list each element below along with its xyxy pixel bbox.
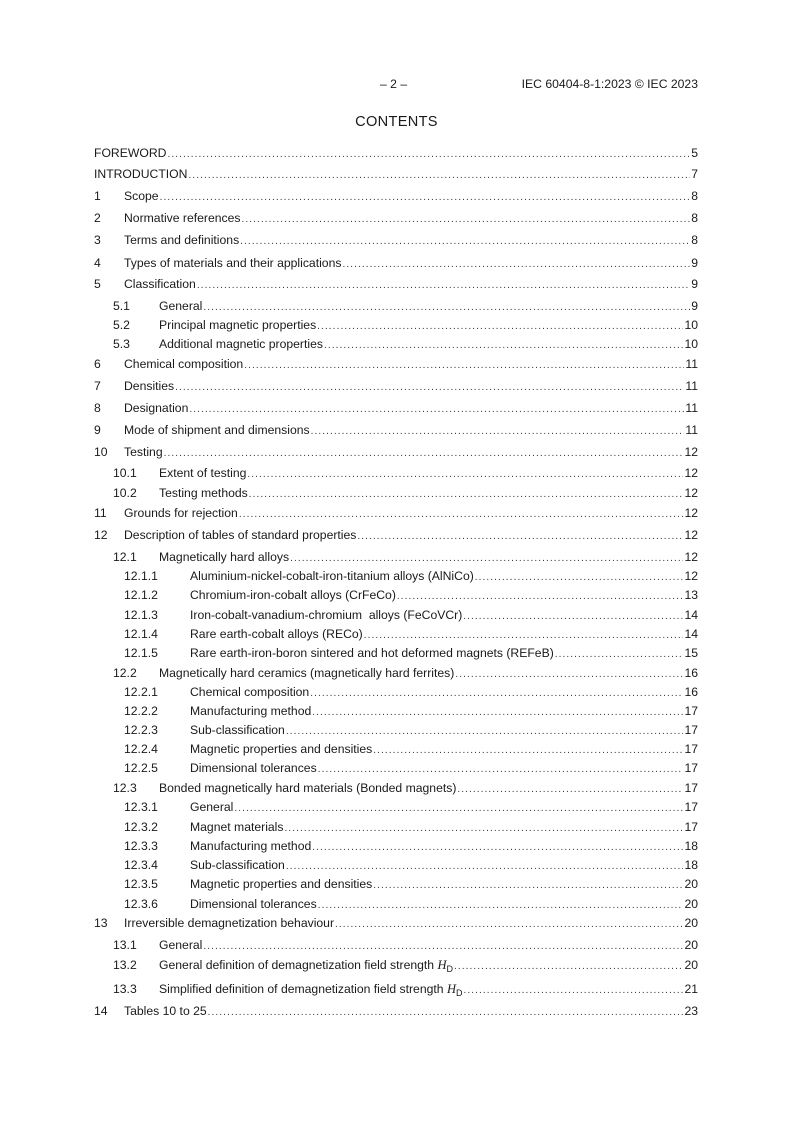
dot-leader <box>455 669 683 680</box>
dot-leader <box>234 803 683 814</box>
toc-entry-page: 10 <box>684 318 698 332</box>
dot-leader <box>373 880 683 891</box>
math-symbol: H <box>446 982 456 996</box>
toc-entry[interactable] <box>94 189 698 205</box>
toc-entry-label: Terms and definitions <box>124 233 240 247</box>
toc-entry-number: 12.3 <box>113 781 137 795</box>
toc-entry-page: 12 <box>684 466 698 480</box>
toc-entry[interactable] <box>94 528 698 544</box>
toc-entry[interactable] <box>94 938 698 954</box>
toc-entry-label: Principal magnetic properties <box>159 318 317 332</box>
dot-leader <box>247 469 683 480</box>
toc-entry[interactable] <box>94 550 698 566</box>
toc-entry-number: 1 <box>94 189 101 203</box>
toc-entry[interactable] <box>94 211 698 227</box>
toc-entry-label: Iron-cobalt-vanadium-chromium alloys (FeCoVCr) <box>190 608 463 622</box>
toc-entry-label: Rare earth-iron-boron sintered and hot deformed magnets (REFeB) <box>190 646 554 660</box>
dot-leader <box>463 985 683 996</box>
toc-entry-label: Magnetic properties and densities <box>190 742 373 756</box>
toc-entry-number: 5.2 <box>113 318 130 332</box>
toc-entry-label: General <box>190 800 234 814</box>
dot-leader <box>160 192 691 203</box>
toc-entry-number: 13.2 <box>113 958 137 972</box>
toc-entry-label: Chemical composition <box>190 685 310 699</box>
dot-leader <box>311 426 685 437</box>
toc-entry-number: 12.1.2 <box>124 588 158 602</box>
toc-entry[interactable] <box>94 761 698 777</box>
dot-leader <box>463 611 683 622</box>
toc-entry-page: 11 <box>685 379 698 393</box>
toc-entry-number: 6 <box>94 357 101 371</box>
dot-leader <box>317 321 683 332</box>
dot-leader <box>249 489 684 500</box>
toc-entry-label: Bonded magnetically hard materials (Bonded magnets) <box>159 781 457 795</box>
toc-entry-label: General <box>159 938 203 952</box>
toc-entry[interactable] <box>94 445 698 461</box>
toc-entry-page: 23 <box>684 1004 698 1018</box>
toc-entry-number: 9 <box>94 423 101 437</box>
toc-entry-number: 13 <box>94 916 108 930</box>
toc-entry[interactable] <box>94 704 698 720</box>
dot-leader <box>167 149 690 160</box>
dot-leader <box>312 842 683 853</box>
toc-entry-page: 15 <box>684 646 698 660</box>
toc-entry-label: Normative references <box>124 211 241 225</box>
toc-entry[interactable] <box>94 666 698 682</box>
toc-entry-number: 3 <box>94 233 101 247</box>
toc-entry[interactable] <box>94 897 698 913</box>
toc-entry-number: 13.1 <box>113 938 137 952</box>
toc-entry-number: 4 <box>94 256 101 270</box>
toc-entry-label: Magnet materials <box>190 820 284 834</box>
dot-leader <box>244 360 684 371</box>
toc-entry[interactable] <box>94 318 698 334</box>
dot-leader <box>342 259 690 270</box>
toc-entry-page: 12 <box>684 569 698 583</box>
toc-entry-number: 7 <box>94 379 101 393</box>
dot-leader <box>318 900 684 911</box>
toc-entry-label: Dimensional tolerances <box>190 761 317 775</box>
toc-entry-page: 12 <box>684 506 698 520</box>
toc-entry-number: 12.2.5 <box>124 761 158 775</box>
toc-entry-label: Irreversible demagnetization behaviour <box>124 916 335 930</box>
toc-entry-label: Extent of testing <box>159 466 247 480</box>
toc-entry-number: 12.3.6 <box>124 897 158 911</box>
document-reference: IEC 60404-8-1:2023 © IEC 2023 <box>521 77 698 91</box>
toc-entry-number: 8 <box>94 401 101 415</box>
toc-entry-number: 10.2 <box>113 486 137 500</box>
toc-entry-label: Chemical composition <box>124 357 244 371</box>
toc-entry-label: General <box>159 299 203 313</box>
dot-leader <box>164 448 684 459</box>
toc-entry-page: 12 <box>684 528 698 542</box>
toc-entry-label: FOREWORD <box>94 146 167 160</box>
toc-entry-page: 5 <box>691 146 698 160</box>
toc-entry[interactable] <box>94 982 698 998</box>
dot-leader <box>286 726 684 737</box>
dot-leader <box>203 302 690 313</box>
toc-entry-label: Chromium-iron-cobalt alloys (CrFeCo) <box>190 588 396 602</box>
toc-entry-label: Aluminium-nickel-cobalt-iron-titanium alloys (AlNiCo) <box>190 569 474 583</box>
dot-leader <box>555 649 684 660</box>
toc-entry[interactable] <box>94 277 698 293</box>
toc-entry[interactable] <box>94 337 698 353</box>
toc-entry-page: 17 <box>684 704 698 718</box>
toc-entry[interactable] <box>94 506 698 522</box>
toc-entry-page: 17 <box>684 781 698 795</box>
dot-leader <box>290 553 683 564</box>
dot-leader <box>335 919 683 930</box>
dot-leader <box>175 382 684 393</box>
toc-entry-number: 12.1.4 <box>124 627 158 641</box>
toc-entry-page: 12 <box>684 486 698 500</box>
dot-leader <box>310 688 683 699</box>
toc-entry-label: Testing <box>124 445 163 459</box>
toc-entry-page: 18 <box>684 839 698 853</box>
toc-entry[interactable] <box>94 800 698 816</box>
toc-entry-label: Magnetically hard ceramics (magnetically hard ferrites) <box>159 666 455 680</box>
toc-entry-page: 20 <box>684 916 698 930</box>
dot-leader <box>457 784 683 795</box>
toc-entry-page: 17 <box>684 723 698 737</box>
toc-entry-page: 20 <box>684 938 698 952</box>
dot-leader <box>189 404 684 415</box>
toc-entry-label: Rare earth-cobalt alloys (RECo) <box>190 627 363 641</box>
dot-leader <box>203 941 683 952</box>
toc-entry[interactable] <box>94 588 698 604</box>
toc-entry-label: Testing methods <box>159 486 248 500</box>
toc-entry-page: 20 <box>684 958 698 972</box>
toc-entry-label: Dimensional tolerances <box>190 897 317 911</box>
toc-entry-label: Tables 10 to 25 <box>124 1004 207 1018</box>
toc-entry-page: 9 <box>691 299 698 313</box>
toc-entry[interactable] <box>94 486 698 502</box>
toc-entry[interactable] <box>94 723 698 739</box>
toc-entry-number: 12.1.1 <box>124 569 158 583</box>
toc-entry-label: Scope <box>124 189 159 203</box>
dot-leader <box>364 630 684 641</box>
toc-entry-number: 10 <box>94 445 108 459</box>
toc-entry-label: Magnetic properties and densities <box>190 877 373 891</box>
toc-entry-number: 12.2 <box>113 666 137 680</box>
toc-entry[interactable] <box>94 820 698 836</box>
toc-entry-number: 12.3.1 <box>124 800 158 814</box>
toc-entry-page: 11 <box>685 401 698 415</box>
dot-leader <box>312 707 683 718</box>
dot-leader <box>373 745 683 756</box>
toc-entry-page: 17 <box>684 800 698 814</box>
toc-entry[interactable] <box>94 1004 698 1020</box>
toc-entry[interactable] <box>94 569 698 585</box>
toc-entry-label: Densities <box>124 379 175 393</box>
toc-entry-page: 9 <box>691 277 698 291</box>
toc-entry[interactable] <box>94 877 698 893</box>
toc-entry-page: 17 <box>684 820 698 834</box>
toc-entry-label: Mode of shipment and dimensions <box>124 423 310 437</box>
toc-entry-page: 14 <box>684 627 698 641</box>
toc-entry-number: 12.1 <box>113 550 137 564</box>
toc-entry[interactable] <box>94 357 698 373</box>
math-subscript: D <box>446 964 453 974</box>
toc-entry-number: 12.3.5 <box>124 877 158 891</box>
toc-entry[interactable] <box>94 379 698 395</box>
toc-entry-label: Sub-classification <box>190 858 285 872</box>
toc-entry-number: 12.3.2 <box>124 820 158 834</box>
toc-entry-page: 12 <box>684 445 698 459</box>
toc-entry-page: 11 <box>685 357 698 371</box>
toc-entry[interactable] <box>94 608 698 624</box>
toc-entry[interactable] <box>94 958 698 974</box>
toc-entry-page: 17 <box>684 761 698 775</box>
toc-entry-number: 13.3 <box>113 982 137 996</box>
toc-entry-page: 11 <box>685 423 698 437</box>
toc-entry-page: 16 <box>684 666 698 680</box>
toc-entry-page: 8 <box>691 189 698 203</box>
dot-leader <box>240 236 690 247</box>
toc-entry-label: Additional magnetic properties <box>159 337 323 351</box>
page-number: – 2 – <box>380 77 408 91</box>
dot-leader <box>318 764 684 775</box>
toc-entry[interactable] <box>94 858 698 874</box>
toc-entry-label: General definition of demagnetization field strength $H_D$ <box>159 958 453 974</box>
toc-entry-number: 12.2.3 <box>124 723 158 737</box>
math-subscript: D <box>455 988 463 998</box>
toc-entry[interactable] <box>94 839 698 855</box>
toc-entry-number: 12.3.3 <box>124 839 158 853</box>
toc-entry-page: 14 <box>684 608 698 622</box>
toc-entry-number: 12.2.2 <box>124 704 158 718</box>
toc-entry[interactable] <box>94 627 698 643</box>
dot-leader <box>284 823 683 834</box>
toc-entry-number: 12 <box>94 528 108 542</box>
dot-leader <box>286 861 684 872</box>
toc-entry-label: Magnetically hard alloys <box>159 550 290 564</box>
toc-entry-page: 16 <box>684 685 698 699</box>
dot-leader <box>208 1007 684 1018</box>
toc-entry-page: 18 <box>684 858 698 872</box>
toc-entry-label: Grounds for rejection <box>124 506 238 520</box>
toc-entry-label: Description of tables of standard properties <box>124 528 357 542</box>
math-symbol: H <box>437 958 447 972</box>
dot-leader <box>454 961 683 972</box>
toc-entry[interactable] <box>94 646 698 662</box>
toc-entry-introduction[interactable] <box>94 167 698 183</box>
toc-entry-number: 12.2.1 <box>124 685 158 699</box>
toc-entry-label: Manufacturing method <box>190 704 312 718</box>
toc-entry-page: 20 <box>684 897 698 911</box>
toc-entry-number: 10.1 <box>113 466 137 480</box>
dot-leader <box>197 280 690 291</box>
toc-entry-page: 20 <box>684 877 698 891</box>
toc-entry[interactable] <box>94 916 698 932</box>
dot-leader <box>242 214 691 225</box>
toc-entry-number: 2 <box>94 211 101 225</box>
toc-entry-page: 7 <box>691 167 698 181</box>
toc-entry-number: 14 <box>94 1004 108 1018</box>
dot-leader <box>239 509 684 520</box>
toc-entry-number: 12.1.5 <box>124 646 158 660</box>
toc-entry[interactable] <box>94 742 698 758</box>
dot-leader <box>324 340 683 351</box>
toc-entry-number: 5 <box>94 277 101 291</box>
toc-entry-label: Types of materials and their applications <box>124 256 342 270</box>
toc-entry-label: Simplified definition of demagnetization field strength $H_D$ <box>159 982 463 998</box>
page-title: CONTENTS <box>355 114 438 130</box>
dot-leader <box>475 572 684 583</box>
toc-entry-number: 11 <box>94 506 107 520</box>
toc-entry-page: 12 <box>684 550 698 564</box>
toc-entry[interactable] <box>94 423 698 439</box>
toc-entry-page: 8 <box>691 211 698 225</box>
toc-entry[interactable] <box>94 685 698 701</box>
dot-leader <box>188 170 690 181</box>
toc-entry[interactable] <box>94 233 698 249</box>
toc-entry[interactable] <box>94 466 698 482</box>
toc-entry-number: 12.2.4 <box>124 742 158 756</box>
dot-leader <box>357 531 683 542</box>
toc-entry[interactable] <box>94 401 698 417</box>
toc-entry-label: Classification <box>124 277 196 291</box>
toc-entry[interactable] <box>94 256 698 272</box>
toc-entry-foreword[interactable] <box>94 146 698 162</box>
toc-entry-number: 5.1 <box>113 299 130 313</box>
toc-entry[interactable] <box>94 781 698 797</box>
toc-entry-number: 12.1.3 <box>124 608 158 622</box>
toc-entry-page: 8 <box>691 233 698 247</box>
toc-entry-number: 5.3 <box>113 337 130 351</box>
toc-entry-label: Designation <box>124 401 189 415</box>
toc-entry[interactable] <box>94 299 698 315</box>
toc-entry-label: INTRODUCTION <box>94 167 188 181</box>
toc-entry-page: 9 <box>691 256 698 270</box>
toc-entry-page: 10 <box>684 337 698 351</box>
toc-entry-label: Manufacturing method <box>190 839 312 853</box>
toc-entry-page: 21 <box>684 982 698 996</box>
toc-entry-page: 17 <box>684 742 698 756</box>
toc-entry-page: 13 <box>684 588 698 602</box>
dot-leader <box>397 591 684 602</box>
toc-entry-number: 12.3.4 <box>124 858 158 872</box>
toc-entry-label: Sub-classification <box>190 723 285 737</box>
